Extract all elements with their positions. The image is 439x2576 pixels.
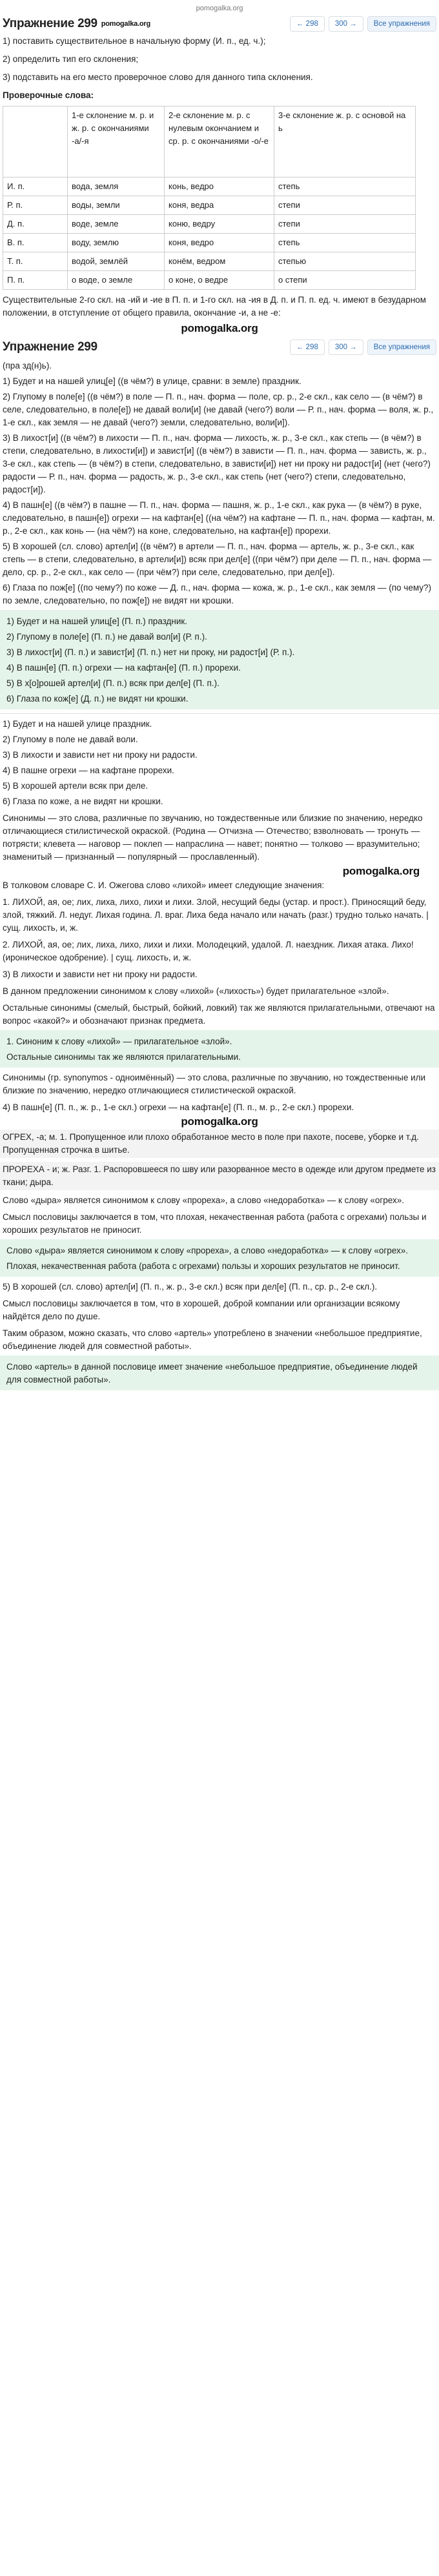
list-item: Остальные синонимы так же являются прилагательными. (6, 1052, 241, 1062)
page-title: Упражнение 299 (3, 17, 97, 30)
list-item: 1) Будет и на нашей улице праздник. (3, 719, 152, 729)
ogreh-definition: ОГРЕХ, -а; м. 1. Пропущенное или плохо обработанное место в поле при пахоте, посеве, уборке и т.д. Пропущенная строчка в шитье. (0, 1130, 439, 1158)
list-item: 3) В лихости и зависти нет ни проку ни радости. (3, 750, 198, 760)
list-item: Плохая, некачественная работа (работа с огрехами) пользы и хороших результатов не приносит. (6, 1261, 400, 1271)
exercise-header-2 (0, 338, 439, 357)
lihoy-2: 2. ЛИХОЙ, ая, ое; лих, лиха, лихо, лихи и лихи. Молодецкий, удалой. Л. наездник. Лихая атака. Лихо! (ироническое одобрение). | сущ. лихость, и, ж. (3, 940, 414, 962)
list-item: 2) Глупому в поле[e] ((в чём?) в поле — П. п., нач. форма — поле, ср. р., 2-е скл., как село — (в чём?) в селе, следовательно, в поле[e]) не давай воли[и] (не давай (чего?) воли — Р. п., нач. форма — воля, ж. р., 1-е скл., как земля — не давай (чего?) земли, следовательно, воли[и]). (3, 392, 434, 427)
list-item: 4) В пашне огрехи — на кафтане прорехи. (3, 766, 174, 775)
synonyms-definition: Синонимы — это слова, различные по звучанию, но тождественные или близкие по значению, нередко отличающиеся стилистической окраской. (Родина — Отчизна — Отечество; взволновать — тронуть — потрясти; клевета — наговор — поклеп — напраслина — навет; понятно — толково — вразумительно; знаменитый — признанный — популярный — прославленный). (3, 813, 423, 862)
proverb-3: 3) В лихости и зависти нет ни проку ни радости. (3, 969, 198, 979)
artel-text: Таким образом, можно сказать, что слово «артель» употреблено в значении «небольшое предприятие, объединение людей для совместной работы». (3, 1328, 422, 1351)
check-words-title: Проверочные слова: (3, 90, 94, 100)
dyra-text: Слово «дыра» является синонимом к слову «прореха», а слово «недоработка» — к слову «огрех». (3, 1195, 404, 1205)
task-block (0, 360, 439, 607)
instruction-2: 2) определить тип его склонения; (3, 54, 139, 64)
meaning-text: Смысл пословицы заключается в том, что плохая, некачественная работа (работа с огрехами) пользы и хороших результатов не приносит. (3, 1212, 427, 1235)
list-item: 1) Будет и на нашей улиц[e] ((в чём?) в улице, сравни: в земле) праздник. (3, 376, 301, 386)
watermark: pomogalka.org (181, 1115, 258, 1128)
list-item: 4) В пашн[e] (П. п.) огрехи — на кафтан[e] (П. п.) прорехи. (6, 663, 241, 673)
answer-block (0, 1030, 439, 1068)
synonym-text: В данном предложении синонимом к слову «лихой» («лихость») будет прилагательное «злой». (3, 986, 389, 996)
other-synonyms: Остальные синонимы (смелый, быстрый, бойкий, ловкий) так же являются прилагательными, отвечают на вопрос «какой?» и обозначают признак предмета. (3, 1003, 435, 1026)
table-row: И. п. вода, земля конь, ведро степь (3, 177, 416, 196)
list-item: 4) В пашн[e] ((в чём?) в пашне — П. п., нач. форма — пашня, ж. р., 1-е скл., как рука — (в чём?) в руке, следовательно, в пашн[e]) огрехи — на кафтан[e] ((на чём?) на кафтане — П. п., нач. форма — кафтан, м. р., 2-е скл., как конь — (на чём?) на коне, следовательно, на кафтан[e]) прорехи. (3, 500, 435, 536)
list-item: 3) В лихост[и] ((в чём?) в лихости — П. п., нач. форма — лихость, ж. р., 3-е скл., как степь — (в чём?) в степи, следовательно, в лихости[и]) и завист[и] ((в чём?) в зависти — П. п., нач. форма — зависть, ж. р., 3-е скл., как степь — (в чём?) в степи, следовательно, в зависти[и]) нет ни проку ни радост[и] (нет (чего?) радости — Р. п., нач. форма — радость, ж. р., 3-е скл., как степь (нет (чего?) степи, следовательно, радост[и]). (3, 433, 431, 494)
table-row: Р. п. воды, земли коня, ведра степи (3, 196, 416, 215)
table-row: П. п. о воде, о земле о коне, о ведре о степи (3, 271, 416, 290)
list-item: 2) Глупому в поле[e] (П. п.) не давай вол[и] (Р. п.). (6, 632, 207, 642)
proverb-4: 4) В пашн[e] (П. п., ж. р., 1-е скл.) огрехи — на кафтан[e] (П. п., м. р., 2-е скл.) прорехи. (3, 1102, 354, 1112)
lihoy-1: 1. ЛИХОЙ, ая, ое; лих, лиха, лихо, лихи и лихи. Злой, несущий беды (устар. и прост.). Приносящий беду, злой, тяжкий. Л. недуг. Лихая година. Л. враг. Лиха беда начало или начать (разг.) трудно только начать. | сущ. лихость, и, ж. (3, 897, 429, 933)
list-item: 1) Будет и на нашей улиц[e] (П. п.) праздник. (6, 616, 188, 626)
list-item: (пра зд(н)ь). (3, 361, 52, 370)
list-item: 1. Синоним к слову «лихой» — прилагательное «злой». (6, 1037, 232, 1046)
instruction-1: 1) поставить существительное в начальную форму (И. п., ед. ч.); (3, 36, 266, 46)
watermark: pomogalka.org (101, 20, 151, 28)
prev-button[interactable]: ← 298 (290, 16, 325, 32)
page-title: Упражнение 299 (3, 340, 97, 354)
instruction-3: 3) подставить на его место проверочное слово для данного типа склонения. (3, 72, 313, 82)
proreha-definition: ПРОРЕХА - и; ж. Разг. 1. Распоровшееся по шву или разорванное место в одежде или другом предмете из ткани; дыра. (0, 1162, 439, 1190)
ozhegov-text: В толковом словаре С. И. Ожегова слово «лихой» имеет следующие значения: (3, 880, 325, 890)
table-head (3, 106, 68, 177)
list-item: 5) В хорошей (сл. слово) артел[и] ((в чём?) в артели — П. п., нач. форма — артель, ж. р., 3-е скл., как степь — в степи, следовательно, в артели[и]) всяк при дел[e] ((при чём?) при деле — П. п., нач. форма — дело, ср. р., 2-е скл., как село — (при чём?) при селе, следовательно, при дел[e]). (3, 542, 432, 577)
table-head: 1-е склонение м. р. и ж. р. с окончаниями -а/-я (68, 106, 165, 177)
list-item: 2) Глупому в поле не давай воли. (3, 735, 138, 744)
answer-block (0, 1239, 439, 1277)
list-item: 3) В лихост[и] (П. п.) и завист[и] (П. п.) нет ни проку, ни радост[и] (Р. п.). (6, 647, 295, 657)
list-item: Слово «артель» в данной пословице имеет значение «небольшое предприятие, объединение людей для совместной работы». (6, 1362, 418, 1384)
meaning-text-2: Смысл пословицы заключается в том, что в хорошей, доброй компании или организации всякому найдётся дело по душе. (3, 1299, 400, 1321)
list-item: 5) В хорошей артели всяк при деле. (3, 781, 148, 791)
proverbs-list (0, 718, 439, 808)
proverb-5: 5) В хорошей (сл. слово) артел[и] (П. п., ж. р., 3-е скл.) всяк при дел[e] (П. п., ср. р., 2-е скл.). (3, 1282, 378, 1292)
list-item: 6) Глаза по коже, а не видят ни крошки. (3, 796, 163, 806)
answer-block (0, 1355, 439, 1390)
table-head: 3-е склонение ж. р. с основой на ь (274, 106, 416, 177)
table-row: В. п. воду, землю коня, ведро степь (3, 234, 416, 252)
watermark: pomogalka.org (181, 322, 258, 334)
next-button[interactable]: 300 → (329, 16, 363, 32)
all-exercises-button[interactable]: Все упражнения (367, 340, 436, 355)
rule-text: Существительные 2-го скл. на -ий и -ие в П. п. и 1-го скл. на -ия в Д. п. и П. п. ед. ч. имеют в безударном положении, в отступление от общего правила, окончание -и, а не -е: (3, 295, 426, 318)
watermark: pomogalka.org (342, 865, 420, 877)
list-item: 6) Глаза по пож[e] ((по чему?) по коже — Д. п., нач. форма — кожа, ж. р., 1-е скл., как земля — (по чему?) по земле, следовательно, по пож[e]) не видят ни крошки. (3, 583, 432, 605)
synonyms-definition-2: Синонимы (гр. synonymos - одноимённый) — это слова, различные по звучанию, но тождественные или близкие по значению, нередко отличающиеся стилистической окраской. (3, 1073, 426, 1095)
answer-block (0, 610, 439, 709)
exercise-header (0, 14, 439, 34)
next-button[interactable]: 300 → (329, 340, 363, 355)
site-link[interactable]: pomogalka.org (196, 5, 243, 12)
list-item: 5) В х[о]рошей артел[и] (П. п.) всяк при дел[e] (П. п.). (6, 678, 220, 688)
prev-button[interactable]: ← 298 (290, 340, 325, 355)
table-head: 2-е склонение м. р. с нулевым окончанием и ср. р. с окончаниями -о/-е (165, 106, 274, 177)
list-item: Слово «дыра» является синонимом к слову «прореха», а слово «недоработка» — к слову «огрех». (6, 1246, 408, 1255)
declension-table (3, 106, 416, 290)
all-exercises-button[interactable]: Все упражнения (367, 16, 436, 32)
list-item: 6) Глаза по кож[e] (Д. п.) не видят ни крошки. (6, 694, 189, 704)
table-row: Д. п. воде, земле коню, ведру степи (3, 215, 416, 234)
table-row: Т. п. водой, землёй конём, ведром степью (3, 252, 416, 271)
